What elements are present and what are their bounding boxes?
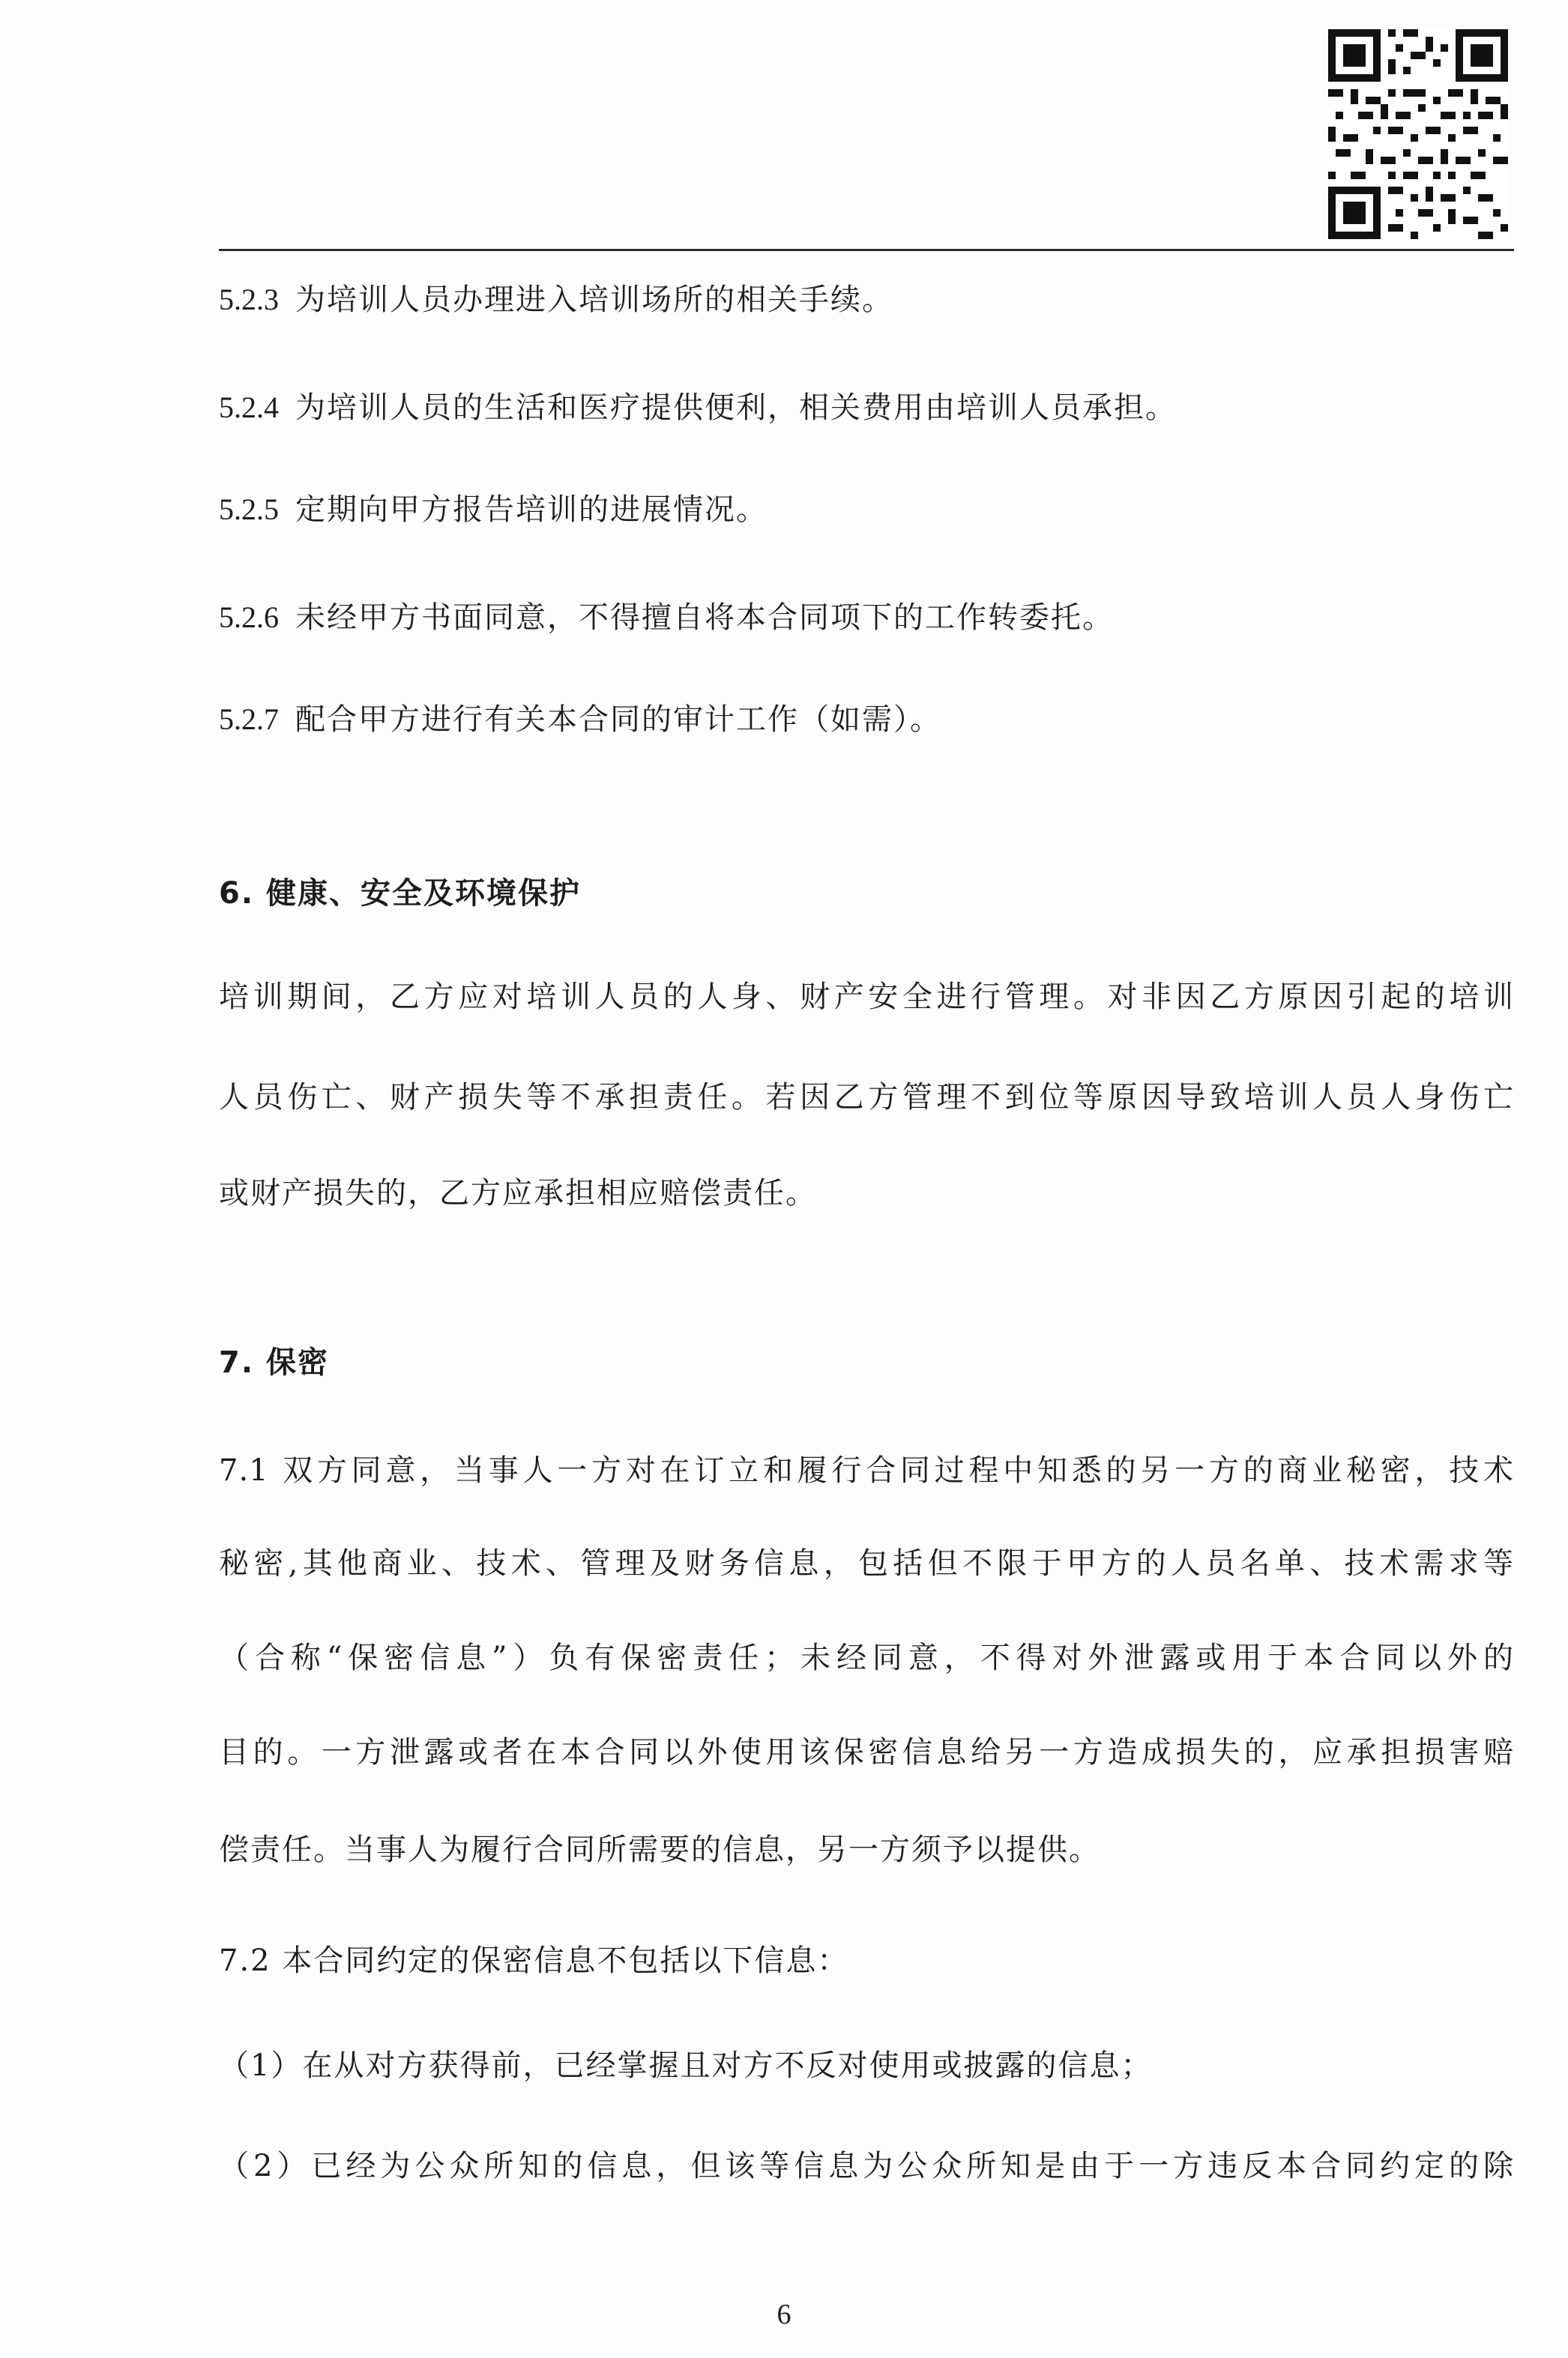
item-number: 5.2.3 — [219, 283, 279, 316]
page-number: 6 — [777, 2299, 791, 2330]
section-6-line: 或财产损失的，乙方应承担相应赔偿责任。 — [219, 1176, 817, 1210]
item-number: 5.2.6 — [219, 600, 279, 634]
clause-7-1-line: 目的。一方泄露或者在本合同以外使用该保密信息给另一方造成损失的，应承担损害赔 — [219, 1735, 1514, 1770]
clause-7-2-item-2: （2）已经为公众所知的信息，但该等信息为公众所知是由于一方违反本合同约定的除 — [219, 2149, 1514, 2183]
item-5-2-6 — [219, 597, 1114, 639]
item-text: 为培训人员办理进入培训场所的相关手续。 — [295, 283, 893, 317]
clause-7-2-item-1: （1）在从对方获得前，已经掌握且对方不反对使用或披露的信息； — [219, 2048, 1153, 2083]
item-number: 5.2.7 — [219, 702, 279, 736]
clause-7-2: 7.2 本合同约定的保密信息不包括以下信息： — [219, 1944, 849, 1978]
item-text: 为培训人员的生活和医疗提供便利，相关费用由培训人员承担。 — [295, 391, 1177, 425]
section-6-heading: 6. 健康、安全及环境保护 — [219, 876, 581, 911]
item-text: 定期向甲方报告培训的进展情况。 — [295, 492, 768, 527]
qr-code — [1328, 27, 1508, 241]
item-5-2-4 — [219, 387, 1177, 429]
clause-7-1-line: 秘密,其他商业、技术、管理及财务信息，包括但不限于甲方的人员名单、技术需求等 — [219, 1546, 1514, 1581]
item-5-2-3 — [219, 279, 893, 321]
header-rule — [219, 249, 1514, 251]
clause-7-1-line: （合称“保密信息”）负有保密责任；未经同意，不得对外泄露或用于本合同以外的 — [219, 1641, 1514, 1675]
item-5-2-5 — [219, 489, 768, 531]
clause-7-1-line: 7.1 双方同意，当事人一方对在订立和履行合同过程中知悉的另一方的商业秘密，技术 — [219, 1453, 1514, 1488]
section-6-line: 人员伤亡、财产损失等不承担责任。若因乙方管理不到位等原因导致培训人员人身伤亡 — [219, 1080, 1514, 1115]
section-7-heading: 7. 保密 — [219, 1345, 329, 1380]
item-text: 配合甲方进行有关本合同的审计工作（如需）。 — [295, 702, 941, 737]
item-text: 未经甲方书面同意，不得擅自将本合同项下的工作转委托。 — [295, 600, 1114, 635]
item-number: 5.2.5 — [219, 492, 279, 526]
section-6-line: 培训期间，乙方应对培训人员的人身、财产安全进行管理。对非因乙方原因引起的培训 — [219, 980, 1514, 1014]
item-number: 5.2.4 — [219, 391, 279, 424]
item-5-2-7 — [219, 699, 941, 741]
clause-7-1-line: 偿责任。当事人为履行合同所需要的信息，另一方须予以提供。 — [219, 1833, 1100, 1867]
